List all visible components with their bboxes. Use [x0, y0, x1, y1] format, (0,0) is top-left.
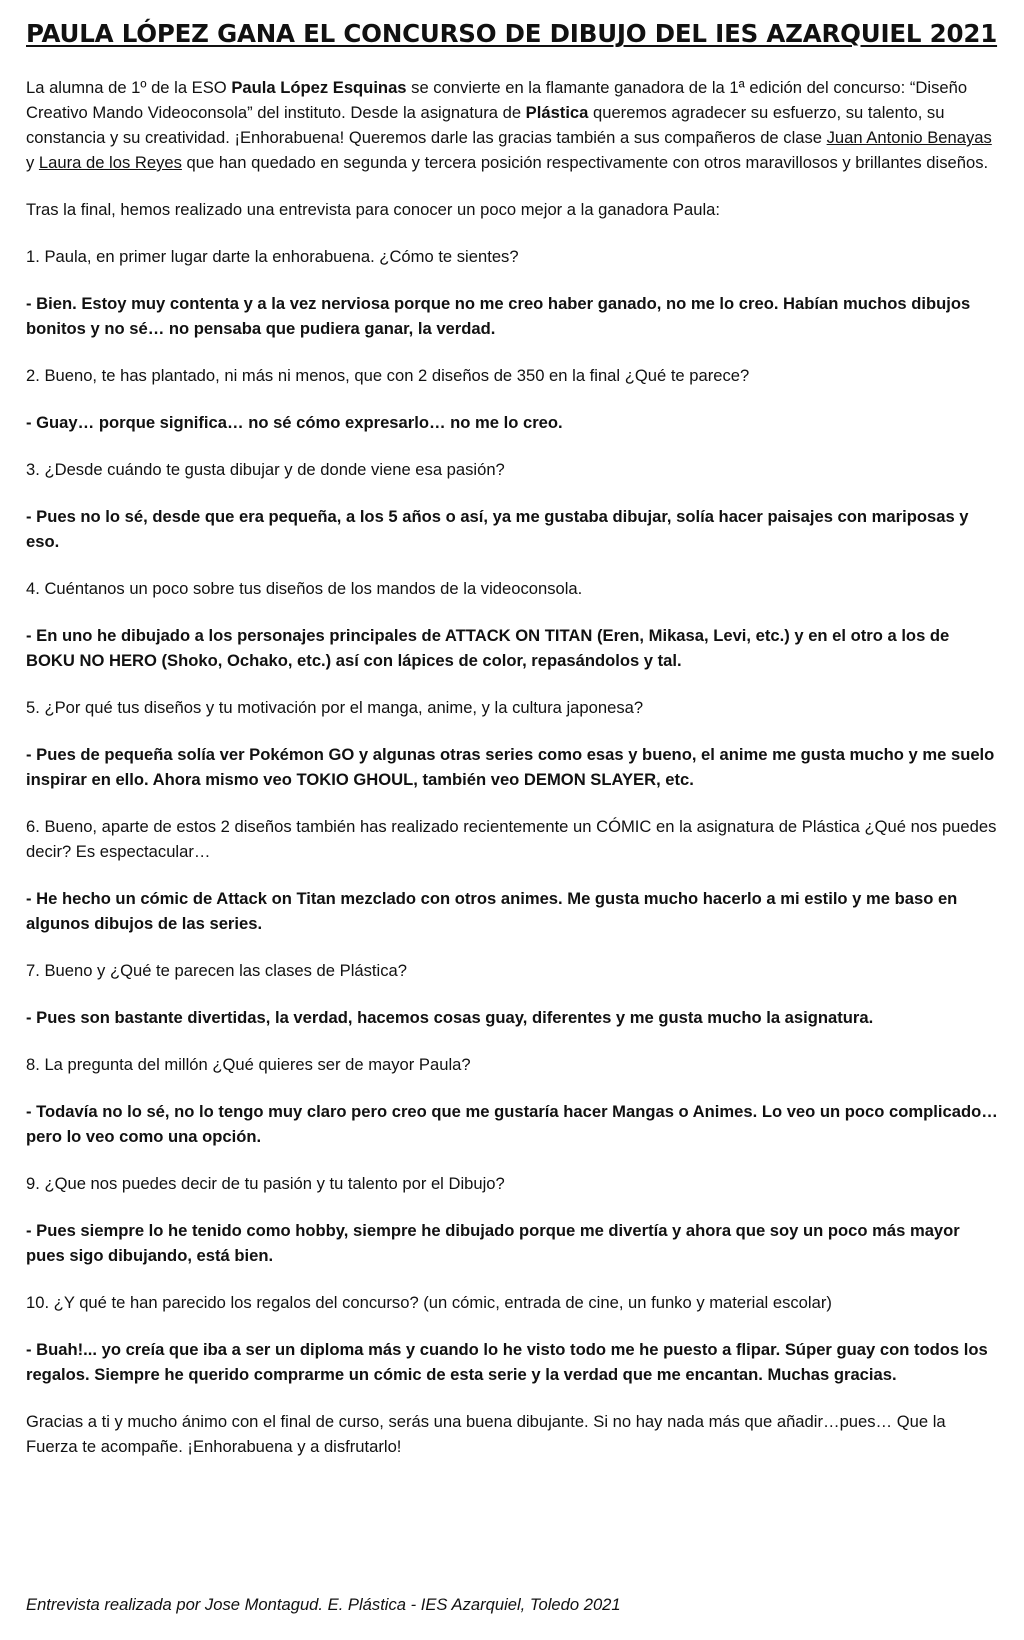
question-9: 9. ¿Que nos puedes decir de tu pasión y tu talento por el Dibujo?	[26, 1174, 505, 1193]
question-4: 4. Cuéntanos un poco sobre tus diseños de los mandos de la videoconsola.	[26, 579, 583, 598]
answer-3: - Pues no lo sé, desde que era pequeña, a los 5 años o así, ya me gustaba dibujar, solía hacer paisajes con mariposas y eso.	[26, 507, 969, 551]
question-1: 1. Paula, en primer lugar darte la enhorabuena. ¿Cómo te sientes?	[26, 247, 519, 266]
question-7: 7. Bueno y ¿Qué te parecen las clases de Plástica?	[26, 961, 407, 980]
question-2: 2. Bueno, te has plantado, ni más ni menos, que con 2 diseños de 350 en la final ¿Qué te parece?	[26, 366, 750, 385]
third-place-name: Laura de los Reyes	[38, 153, 182, 172]
answer-1: - Bien. Estoy muy contenta y a la vez nerviosa porque no me creo haber ganado, no me lo creo. Habían muchos dibujos bonitos y no sé… no pensaba que pudiera ganar, la verdad.	[26, 294, 971, 338]
intro-text-2: se convierte en la flamante ganadora de la 1ª edición del concurso: “Diseño Creativo Mando Videoconsola” del instituto. Desde la asignatura de	[26, 78, 968, 122]
answer-7: - Pues son bastante divertidas, la verdad, hacemos cosas guay, diferentes y me gusta mucho la asignatura.	[26, 1008, 874, 1027]
answer-6: - He hecho un cómic de Attack on Titan mezclado con otros animes. Me gusta mucho hacerlo a mi estilo y me baso en algunos dibujos de las series.	[26, 889, 958, 933]
question-5: 5. ¿Por qué tus diseños y tu motivación por el manga, anime, y la cultura japonesa?	[26, 698, 644, 717]
answer-4: - En uno he dibujado a los personajes principales de ATTACK ON TITAN (Eren, Mikasa, Levi, etc.) y en el otro a los de BOKU NO HERO (Shoko, Ochako, etc.) así con lápices de color, repasándolos y tal.	[26, 626, 950, 670]
intro-paragraph	[26, 75, 1000, 175]
question-8: 8. La pregunta del millón ¿Qué quieres ser de mayor Paula?	[26, 1055, 471, 1074]
second-place-name: Juan Antonio Benayas	[826, 128, 992, 147]
answer-8: - Todavía no lo sé, no lo tengo muy claro pero creo que me gustaría hacer Mangas o Animes. Lo veo un poco complicado… pero lo veo como una opción.	[26, 1102, 998, 1146]
answer-9: - Pues siempre lo he tenido como hobby, siempre he dibujado porque me divertía y ahora que soy un poco más mayor pues sigo dibujando, está bien.	[26, 1221, 960, 1265]
footer-credit: Entrevista realizada por Jose Montagud. E. Plástica - IES Azarquiel, Toledo 2021	[26, 1595, 621, 1614]
lead-paragraph: Tras la final, hemos realizado una entrevista para conocer un poco mejor a la ganadora Paula:	[26, 200, 720, 219]
intro-text-4: y	[26, 153, 39, 172]
question-3: 3. ¿Desde cuándo te gusta dibujar y de donde viene esa pasión?	[26, 460, 505, 479]
answer-2: - Guay… porque significa… no sé cómo expresarlo… no me lo creo.	[26, 413, 563, 432]
question-10: 10. ¿Y qué te han parecido los regalos del concurso? (un cómic, entrada de cine, un funko y material escolar)	[26, 1293, 832, 1312]
winner-name: Paula López Esquinas	[231, 78, 407, 97]
answer-5: - Pues de pequeña solía ver Pokémon GO y algunas otras series como esas y bueno, el anime me gusta mucho y me suelo inspirar en ello. Ahora mismo veo TOKIO GHOUL, también veo DEMON SLAYER, etc.	[26, 745, 995, 789]
answer-10: - Buah!... yo creía que iba a ser un diploma más y cuando lo he visto todo me he puesto a flipar. Súper guay con todos los regalos. Siempre he querido comprarme un cómic de esta serie y la verdad que me encantan. Muchas gracias.	[26, 1340, 988, 1384]
intro-text-1: La alumna de 1º de la ESO	[26, 78, 232, 97]
closing-paragraph: Gracias a ti y mucho ánimo con el final de curso, serás una buena dibujante. Si no hay nada más que añadir…pues… Que la Fuerza te acompañe. ¡Enhorabuena y a disfrutarlo!	[26, 1412, 946, 1456]
article-body	[26, 75, 1000, 1459]
article-title: PAULA LÓPEZ GANA EL CONCURSO DE DIBUJO DEL IES AZARQUIEL 2021	[26, 19, 998, 48]
intro-text-5: que han quedado en segunda y tercera posición respectivamente con otros maravillosos y brillantes diseños.	[181, 153, 989, 172]
intro-text-3: queremos agradecer su esfuerzo, su talento, su constancia y su creatividad. ¡Enhorabuena! Queremos darle las gracias también a sus compañeros de clase	[26, 103, 945, 147]
subject-name: Plástica	[525, 103, 589, 122]
question-6: 6. Bueno, aparte de estos 2 diseños también has realizado recientemente un CÓMIC en la asignatura de Plástica ¿Qué nos puedes decir? Es espectacular…	[26, 817, 997, 861]
